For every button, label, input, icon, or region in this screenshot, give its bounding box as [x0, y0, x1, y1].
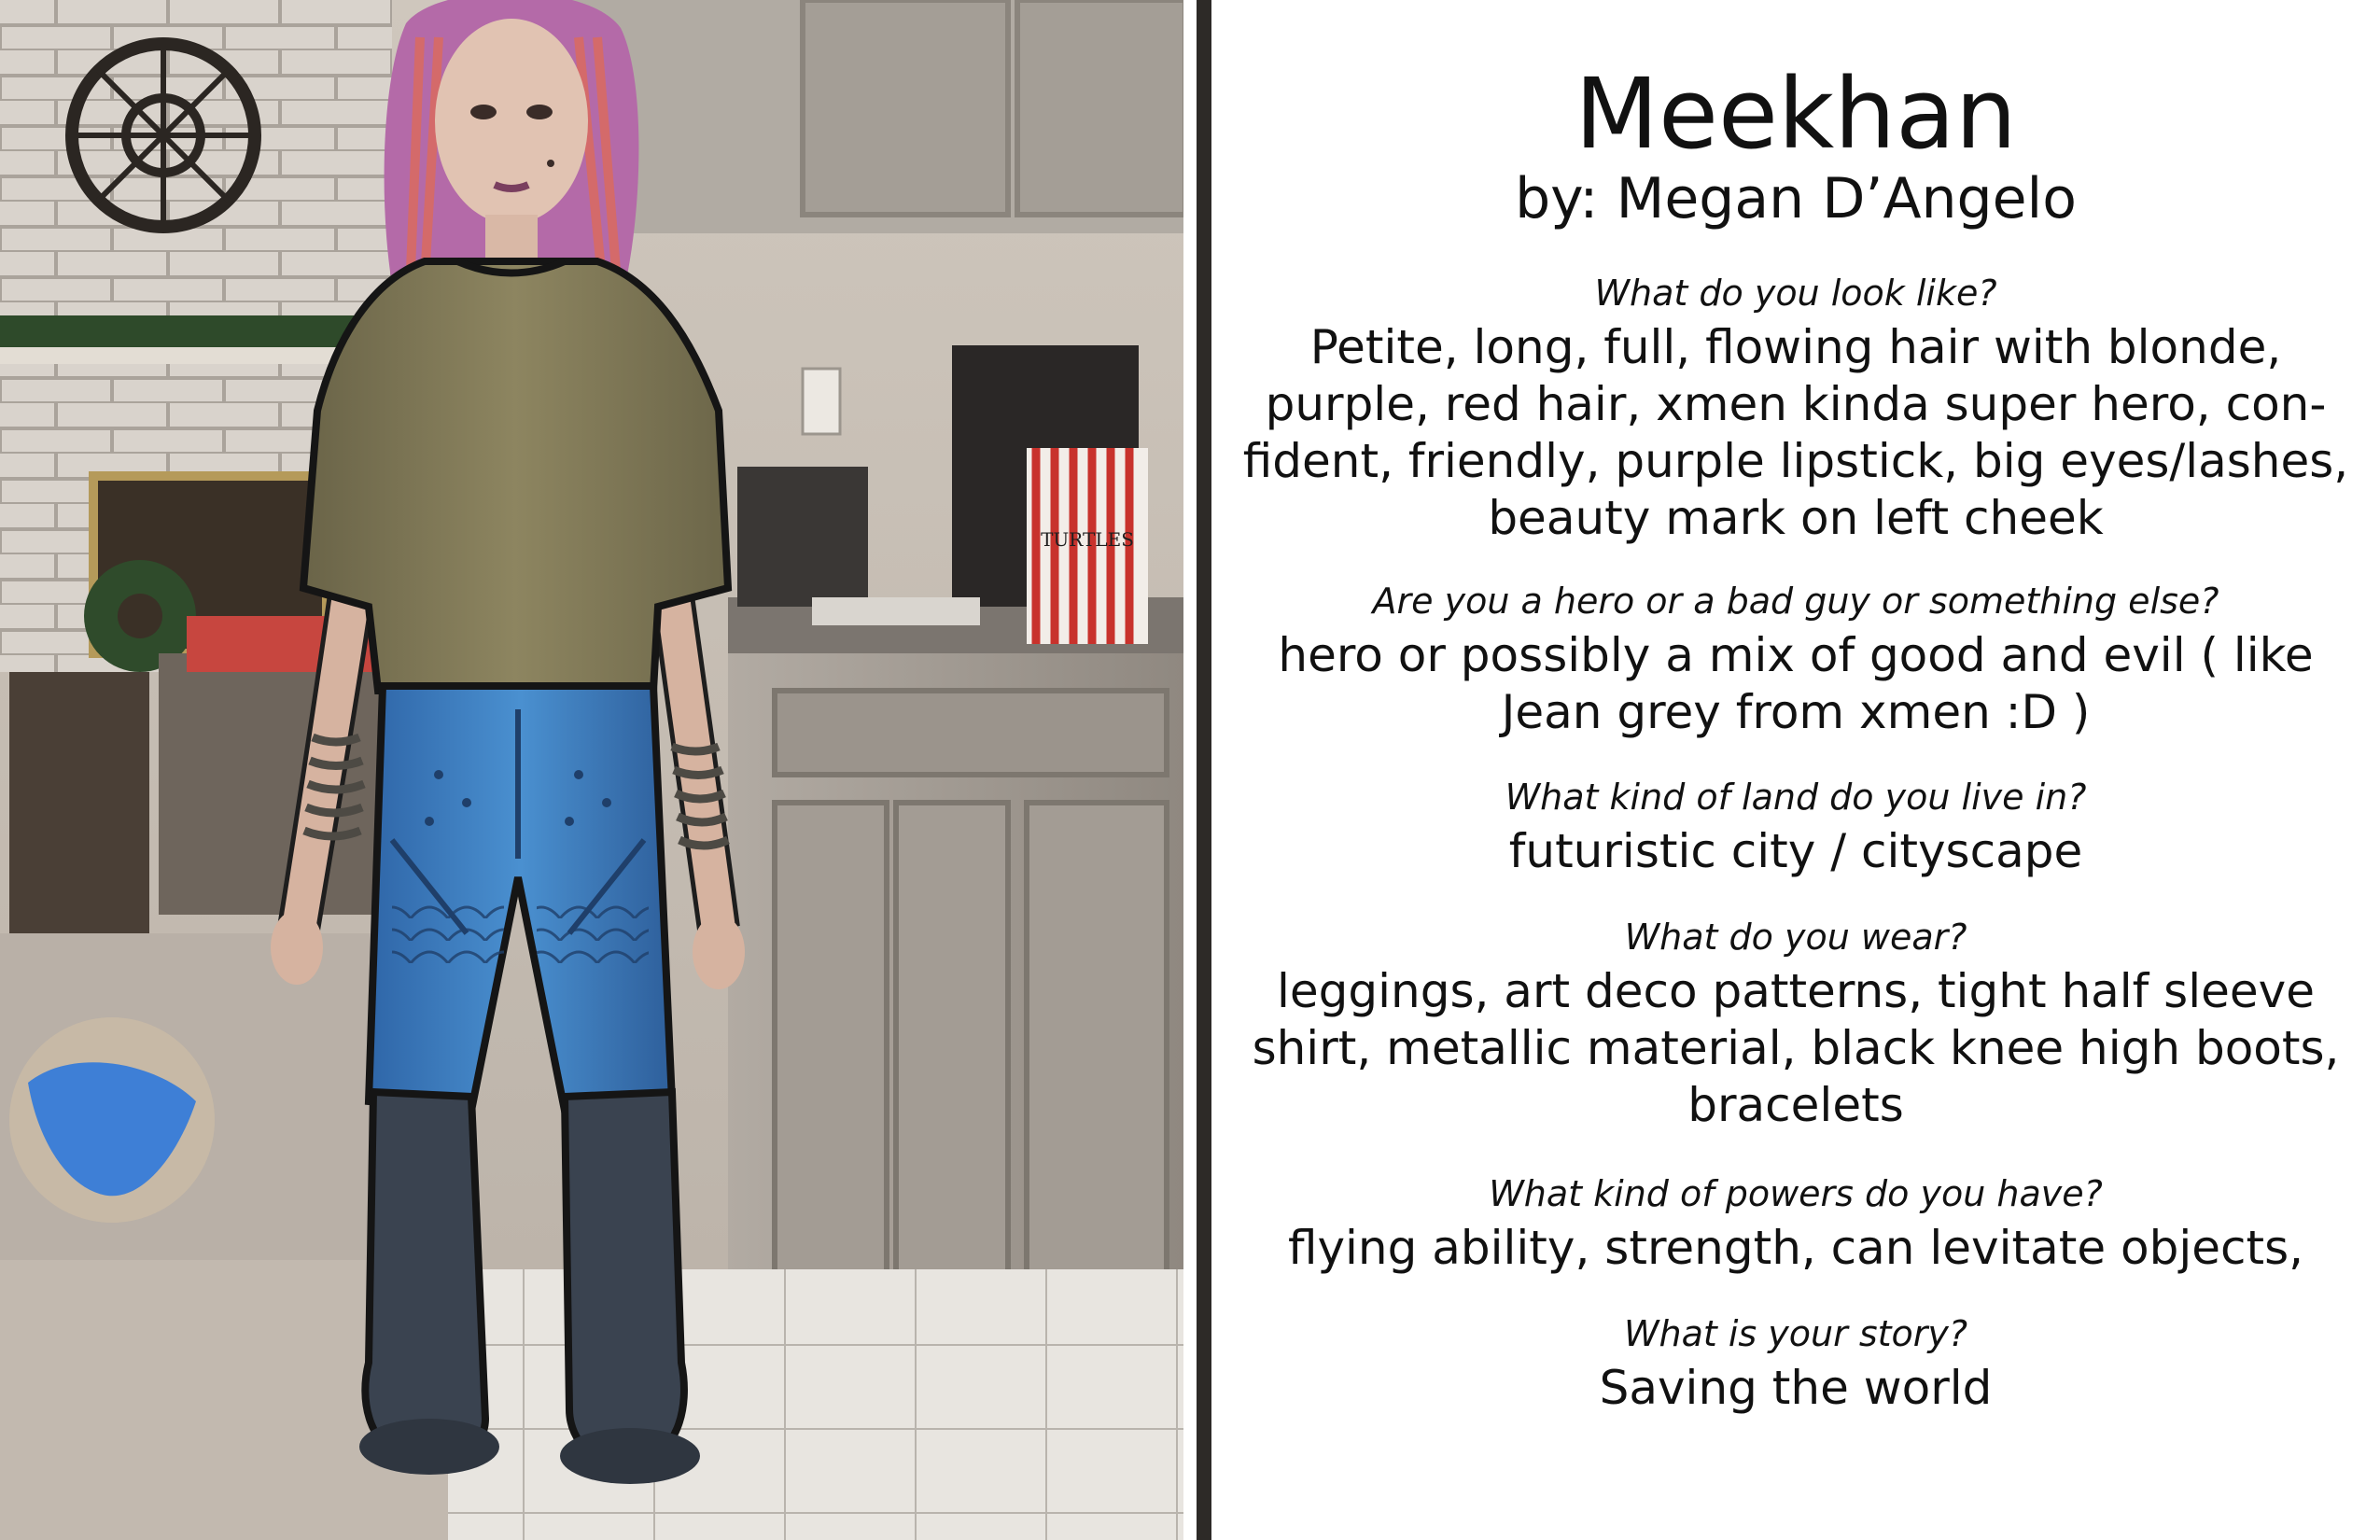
- question: Are you a hero or a bad guy or something else?: [1372, 581, 2219, 622]
- answer: flying ability, strength, can levitate objects,: [1287, 1221, 2304, 1275]
- qa-land: [1239, 775, 2352, 880]
- character-name: Meekhan: [1575, 57, 2017, 171]
- author-byline: by: Megan D’Angelo: [1515, 166, 2077, 231]
- answer: leggings, art deco patterns, tight half sleeve shirt, metallic material, black knee high boots, bracelets: [1252, 964, 2340, 1132]
- answer: futuristic city / cityscape: [1508, 824, 2083, 878]
- answer: Saving the world: [1599, 1361, 1993, 1415]
- answer: hero or possibly a mix of good and evil ( like Jean grey from xmen :D ): [1278, 628, 2314, 739]
- qa-clothing: [1239, 915, 2352, 1134]
- turtles-box-label: TURTLES: [1041, 528, 1134, 551]
- question: What do you look like?: [1594, 273, 1997, 314]
- qa-appearance: [1239, 271, 2352, 547]
- panel-divider: [1197, 0, 1211, 1540]
- photo-edge: [1183, 0, 1197, 1540]
- character-profile: [1211, 0, 2380, 1540]
- question: What is your story?: [1623, 1313, 1968, 1354]
- qa-powers: [1239, 1171, 2352, 1277]
- question: What do you wear?: [1624, 917, 1967, 958]
- qa-story: [1239, 1311, 2352, 1417]
- qa-alignment: [1239, 579, 2352, 741]
- question: What kind of land do you live in?: [1505, 777, 2087, 818]
- answer: Petite, long, full, flowing hair with blonde, purple, red hair, xmen kinda super hero, con-fident, friendly, purple lipstick, big eyes/lashes, beauty mark on left cheek: [1242, 320, 2349, 545]
- question: What kind of powers do you have?: [1489, 1173, 2103, 1214]
